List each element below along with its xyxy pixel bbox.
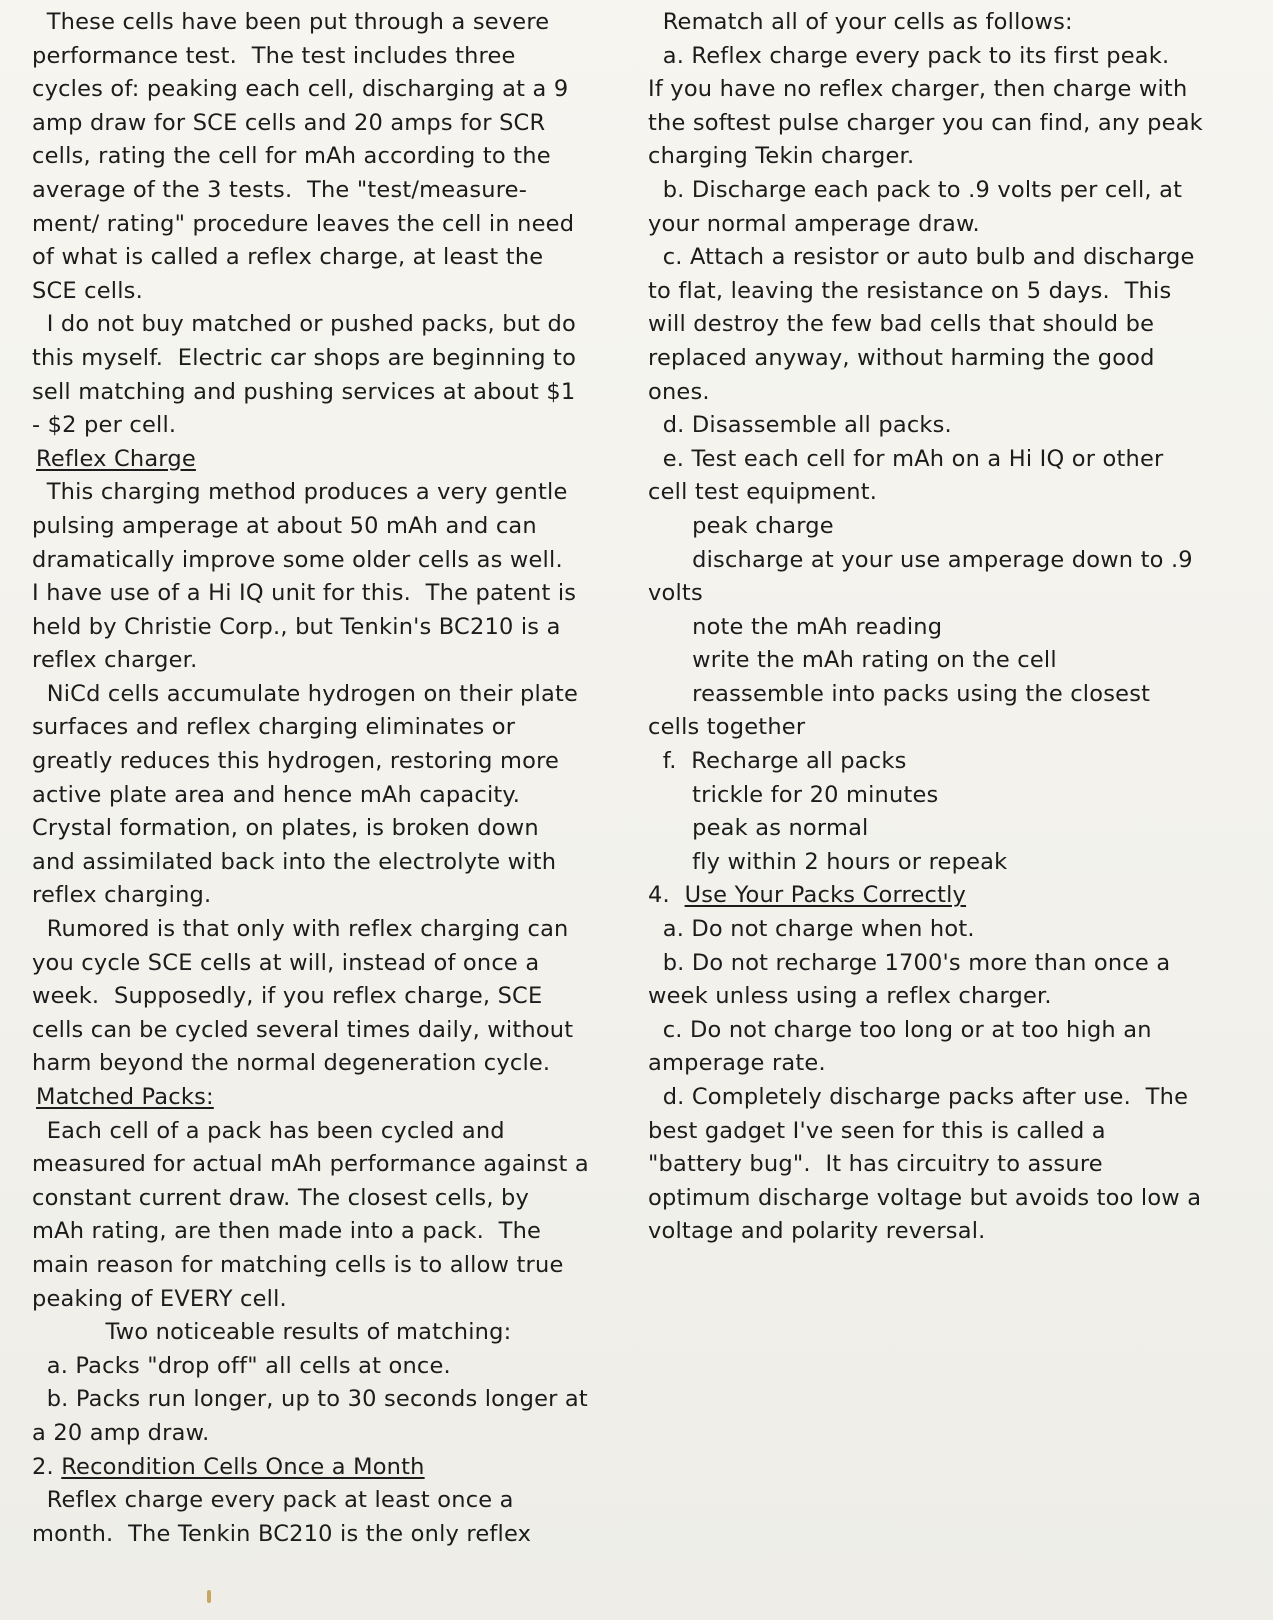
text-line: main reason for matching cells is to allow true [32,1251,564,1278]
text-line: cells, rating the cell for mAh according to the [32,143,551,170]
text-line: If you have no reflex charger, then charge with [648,76,1188,103]
text-line: a. Packs "drop off" all cells at once. [32,1352,451,1379]
ink-speck [207,1590,211,1603]
text-line: Crystal formation, on plates, is broken down [32,815,539,842]
text-line: this myself. Electric car shops are beginning to [32,344,577,371]
text-line: week unless using a reflex charger. [648,983,1052,1010]
section-number: 4. [648,882,685,909]
text-line: dramatically improve some older cells as well. [32,546,563,573]
text-line: the softest pulse charger you can find, any peak [648,109,1203,136]
text-line: peak as normal [648,815,869,842]
section-heading: Recondition Cells Once a Month [61,1453,425,1480]
text-line: reflex charger. [32,647,198,674]
text-line: of what is called a reflex charge, at least the [32,244,544,271]
text-line: amperage rate. [648,1050,826,1077]
text-line: These cells have been put through a severe [32,9,550,35]
section-heading: Use Your Packs Correctly [684,882,967,909]
text-line: NiCd cells accumulate hydrogen on their plate [32,680,579,707]
text-line: you cycle SCE cells at will, instead of once a [32,949,540,976]
section-heading: Matched Packs: [36,1084,214,1110]
text-line: ones. [648,378,710,405]
text-line: sell matching and pushing services at about $1 [32,378,576,405]
text-line: and assimilated back into the electrolyte with [32,848,557,875]
text-line: This charging method produces a very gentle [32,479,568,506]
text-line: Rumored is that only with reflex charging can [32,916,569,943]
text-line: amp draw for SCE cells and 20 amps for SCR [32,109,546,136]
text-line: Reflex charge every pack at least once a [32,1487,514,1514]
text-line: active plate area and hence mAh capacity. [32,781,521,808]
text-line: greatly reduces this hydrogen, restoring more [32,748,560,775]
text-line: b. Discharge each pack to .9 volts per cell, at [648,176,1183,203]
text-line: e. Test each cell for mAh on a Hi IQ or other [648,445,1164,472]
text-line: replaced anyway, without harming the good [648,344,1155,371]
text-line: constant current draw. The closest cells, by [32,1184,530,1211]
text-line: pulsing amperage at about 50 mAh and can [32,512,537,539]
text-line: surfaces and reflex charging eliminates or [32,714,516,741]
text-line: trickle for 20 minutes [648,781,939,808]
text-line: peaking of EVERY cell. [32,1285,287,1312]
text-line: fly within 2 hours or repeak [648,848,1008,875]
text-line: "battery bug". It has circuitry to assure [648,1151,1103,1178]
text-line: SCE cells. [32,277,143,304]
text-line: voltage and polarity reversal. [648,1218,986,1245]
text-line: Two noticeable results of matching: [32,1319,512,1346]
text-line: average of the 3 tests. The "test/measure- [32,176,528,203]
text-line: best gadget I've seen for this is called a [648,1117,1106,1144]
text-line: c. Do not charge too long or at too high an [648,1016,1152,1043]
text-line: performance test. The test includes three [32,42,516,69]
text-line: week. Supposedly, if you reflex charge, SCE [32,983,543,1010]
text-line: to flat, leaving the resistance on 5 days. This [648,277,1172,304]
text-line: c. Attach a resistor or auto bulb and discharge [648,244,1195,271]
text-line: I do not buy matched or pushed packs, but do [32,311,576,338]
text-line: harm beyond the normal degeneration cycle. [32,1050,551,1077]
text-line: a. Reflex charge every pack to its first peak. [648,42,1170,69]
text-line: Rematch all of your cells as follows: [648,9,1073,35]
right-column [648,6,1220,1249]
text-line: b. Packs run longer, up to 30 seconds longer at [32,1386,588,1413]
text-line: note the mAh reading [648,613,943,640]
text-line: measured for actual mAh performance against a [32,1151,589,1178]
text-line [32,1081,612,1115]
text-line: a 20 amp draw. [32,1419,210,1446]
text-line: charging Tekin charger. [648,143,915,170]
text-line: optimum discharge voltage but avoids too low a [648,1184,1202,1211]
text-line: a. Do not charge when hot. [648,916,975,943]
text-line: month. The Tenkin BC210 is the only reflex [32,1520,532,1547]
text-line: d. Completely discharge packs after use. The [648,1084,1189,1110]
text-line: peak charge [648,512,834,539]
text-line: - $2 per cell. [32,412,177,439]
text-line: reassemble into packs using the closest [648,680,1151,707]
text-line: cell test equipment. [648,479,878,506]
text-line: write the mAh rating on the cell [648,647,1057,674]
text-line: cells can be cycled several times daily, without [32,1016,574,1043]
text-line: cycles of: peaking each cell, discharging at a 9 [32,76,569,103]
text-line: f. Recharge all packs [648,748,907,775]
text-line: will destroy the few bad cells that should be [648,311,1155,338]
text-line [32,1451,612,1485]
text-line: Each cell of a pack has been cycled and [32,1117,505,1144]
section-heading: Reflex Charge [36,445,196,472]
text-line: cells together [648,714,806,741]
text-line: reflex charging. [32,882,212,909]
text-line: mAh rating, are then made into a pack. The [32,1218,542,1245]
left-column [32,6,612,1551]
text-line [32,443,612,477]
text-line: I have use of a Hi IQ unit for this. The patent is [32,580,577,607]
text-line: ment/ rating" procedure leaves the cell in need [32,210,575,237]
text-line: discharge at your use amperage down to .9 [648,546,1193,573]
text-line [648,879,1220,913]
text-line: held by Christie Corp., but Tenkin's BC210 is a [32,613,561,640]
text-line: your normal amperage draw. [648,210,980,237]
section-number: 2. [32,1453,62,1480]
text-line: d. Disassemble all packs. [648,412,952,439]
text-line: b. Do not recharge 1700's more than once a [648,949,1171,976]
text-line: volts [648,580,703,607]
